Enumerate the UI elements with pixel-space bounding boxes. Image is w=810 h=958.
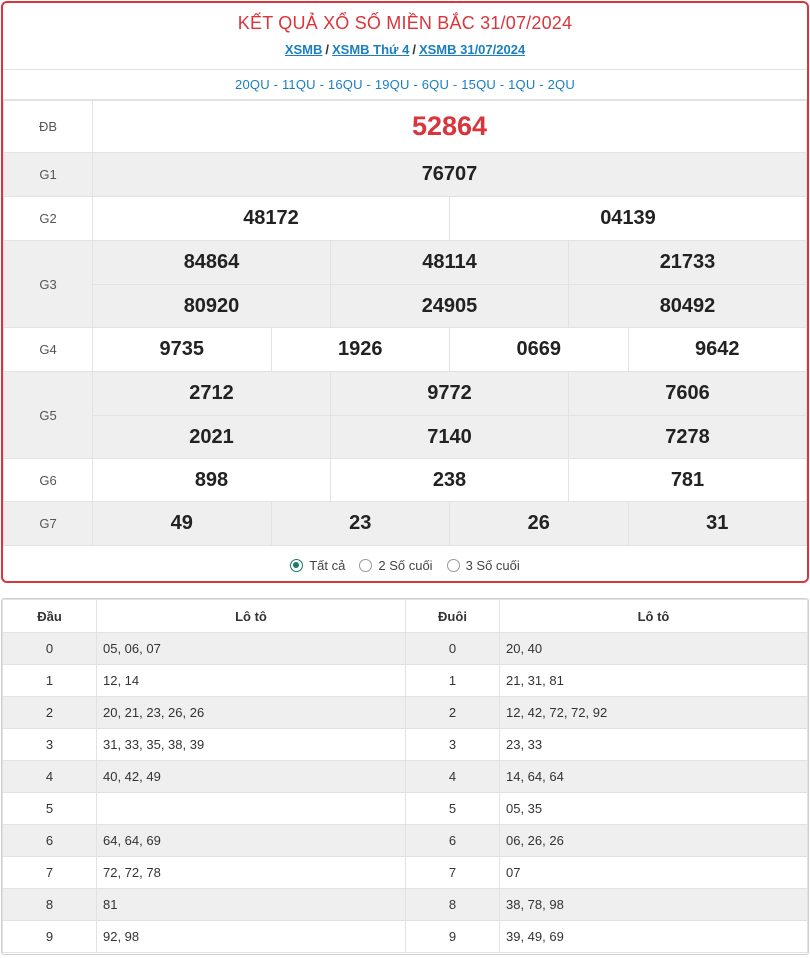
duoi-digit: 4 [406, 761, 500, 793]
filter-label: 3 Số cuối [465, 557, 520, 573]
page-title: KẾT QUẢ XỔ SỐ MIỀN BẮC 31/07/2024 [237, 13, 573, 33]
duoi-loto-values: 39, 49, 69 [500, 921, 808, 953]
table-row [3, 729, 808, 761]
duoi-loto-values: 20, 40 [500, 633, 808, 665]
duoi-digit: 3 [406, 729, 500, 761]
table-row [3, 857, 808, 889]
breadcrumb-xsmb[interactable]: XSMB [284, 42, 323, 57]
duoi-digit: 7 [406, 857, 500, 889]
dau-digit: 9 [3, 921, 97, 953]
prize-number: 04139 [450, 197, 807, 241]
breadcrumb-separator: / [325, 42, 329, 57]
radio-unchecked-icon [447, 559, 460, 572]
prize-number: 9772 [331, 372, 569, 416]
dau-loto-values [97, 793, 406, 825]
breadcrumb-xsmb-thu-4[interactable]: XSMB Thứ 4 [332, 42, 410, 57]
dau-digit: 8 [3, 889, 97, 921]
dau-digit: 0 [3, 633, 97, 665]
table-row [3, 921, 808, 953]
prize-number: 31 [628, 502, 807, 546]
filter-3-digits-radio[interactable] [447, 558, 520, 573]
duoi-digit: 8 [406, 889, 500, 921]
dau-loto-values: 64, 64, 69 [97, 825, 406, 857]
loto-table-card [1, 598, 809, 955]
dau-loto-values: 31, 33, 35, 38, 39 [97, 729, 406, 761]
duoi-loto-values: 05, 35 [500, 793, 808, 825]
dau-loto-values: 72, 72, 78 [97, 857, 406, 889]
ticket-codes: 20QU - 11QU - 16QU - 19QU - 6QU - 15QU - 1QU - 2QU [3, 69, 807, 100]
dau-digit: 4 [3, 761, 97, 793]
prize-row-g3 [4, 285, 807, 328]
filter-label: 2 Số cuối [378, 557, 433, 573]
prize-label: ĐB [4, 101, 93, 153]
prize-row-g4 [4, 328, 807, 372]
dau-loto-values: 81 [97, 889, 406, 921]
prize-row-g5 [4, 372, 807, 416]
prize-number: 2021 [93, 416, 331, 459]
prize-number: 26 [450, 502, 629, 546]
table-row [3, 761, 808, 793]
prize-label: G4 [4, 328, 93, 372]
prize-row-g5 [4, 416, 807, 459]
prize-label: G6 [4, 459, 93, 502]
dau-digit: 5 [3, 793, 97, 825]
duoi-digit: 9 [406, 921, 500, 953]
prize-number: 7606 [569, 372, 807, 416]
dau-loto-values: 40, 42, 49 [97, 761, 406, 793]
prize-number: 2712 [93, 372, 331, 416]
prize-number: 24905 [331, 285, 569, 328]
breadcrumb-xsmb-date[interactable]: XSMB 31/07/2024 [418, 42, 526, 57]
breadcrumb-separator: / [412, 42, 416, 57]
header-loto: Lô tô [500, 600, 808, 633]
table-row [3, 665, 808, 697]
prize-row-g2 [4, 197, 807, 241]
prize-number: 1926 [271, 328, 450, 372]
prize-row-g7 [4, 502, 807, 546]
duoi-loto-values: 21, 31, 81 [500, 665, 808, 697]
prize-number: 48172 [93, 197, 450, 241]
table-row [3, 889, 808, 921]
prize-label: G5 [4, 372, 93, 459]
prize-number: 48114 [331, 241, 569, 285]
prize-number: 898 [93, 459, 331, 502]
prize-label: G3 [4, 241, 93, 328]
duoi-loto-values: 07 [500, 857, 808, 889]
dau-digit: 7 [3, 857, 97, 889]
prize-number: 84864 [93, 241, 331, 285]
prize-number: 49 [93, 502, 272, 546]
duoi-loto-values: 14, 64, 64 [500, 761, 808, 793]
prize-number: 7140 [331, 416, 569, 459]
duoi-digit: 6 [406, 825, 500, 857]
duoi-digit: 2 [406, 697, 500, 729]
duoi-loto-values: 23, 33 [500, 729, 808, 761]
header-dau: Đầu [3, 600, 97, 633]
duoi-loto-values: 12, 42, 72, 72, 92 [500, 697, 808, 729]
prize-label: G1 [4, 153, 93, 197]
dau-digit: 6 [3, 825, 97, 857]
prize-number: 781 [569, 459, 807, 502]
duoi-loto-values: 38, 78, 98 [500, 889, 808, 921]
prize-number: 76707 [93, 153, 807, 197]
loto-body [3, 633, 808, 953]
filter-all-radio[interactable] [290, 558, 345, 573]
table-row [3, 825, 808, 857]
prize-row-g1 [4, 153, 807, 197]
prize-number: 21733 [569, 241, 807, 285]
prize-number: 80920 [93, 285, 331, 328]
prize-row-g6 [4, 459, 807, 502]
header-loto: Lô tô [97, 600, 406, 633]
prize-number: 238 [331, 459, 569, 502]
prize-number: 0669 [450, 328, 629, 372]
prize-number: 80492 [569, 285, 807, 328]
prize-number: 7278 [569, 416, 807, 459]
dau-loto-values: 92, 98 [97, 921, 406, 953]
dau-digit: 3 [3, 729, 97, 761]
special-prize-number: 52864 [93, 101, 807, 153]
prize-row-db [4, 101, 807, 153]
loto-header-row [3, 600, 808, 633]
prize-label: G7 [4, 502, 93, 546]
dau-digit: 2 [3, 697, 97, 729]
dau-loto-values: 20, 21, 23, 26, 26 [97, 697, 406, 729]
prize-label: G2 [4, 197, 93, 241]
duoi-digit: 5 [406, 793, 500, 825]
duoi-loto-values: 06, 26, 26 [500, 825, 808, 857]
table-row [3, 793, 808, 825]
dau-digit: 1 [3, 665, 97, 697]
results-table [3, 100, 807, 546]
filter-2-digits-radio[interactable] [359, 558, 432, 573]
prize-row-g3 [4, 241, 807, 285]
dau-loto-values: 12, 14 [97, 665, 406, 697]
duoi-digit: 0 [406, 633, 500, 665]
prize-number: 23 [271, 502, 450, 546]
breadcrumb [3, 41, 807, 69]
radio-checked-icon [290, 559, 303, 572]
radio-unchecked-icon [359, 559, 372, 572]
prize-number: 9642 [628, 328, 807, 372]
results-card [1, 1, 809, 583]
loto-table [2, 599, 808, 953]
header-duoi: Đuôi [406, 600, 500, 633]
table-row [3, 697, 808, 729]
digit-filter [3, 546, 807, 583]
filter-label: Tất cả [309, 557, 346, 573]
duoi-digit: 1 [406, 665, 500, 697]
table-row [3, 633, 808, 665]
dau-loto-values: 05, 06, 07 [97, 633, 406, 665]
prize-number: 9735 [93, 328, 272, 372]
